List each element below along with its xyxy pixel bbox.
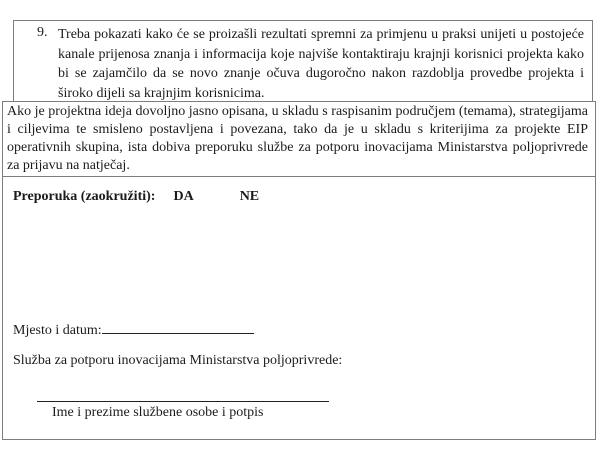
option-da[interactable]: DA — [173, 189, 194, 204]
recommendation-table — [2, 101, 596, 440]
signature-caption: Ime i prezime službene osobe i potpis — [52, 405, 264, 420]
place-date-line — [13, 318, 254, 339]
place-date-label: Mjesto i datum: — [13, 323, 102, 338]
conclusion-paragraph: Ako je projektna ideja dovoljno jasno opisana, u skladu s raspisanim područjem (temama), strategijama i ciljevima te smisleno postavljena i povezana, tako da je u skladu s kriterijima za projekte EIP operativnih skupina, ista dobiva preporuku službe za potporu inovacijama Ministarstva poljoprivrede za prijavu na natječaj. — [3, 102, 595, 177]
item-text: Treba pokazati kako će se proizašli rezultati spremni za primjenu u praksi unijeti u postojeće kanale prijenosa znanja i informacija koje najviše kontaktiraju krajnji korisnici projekta kako bi se zajamčilo da se novo znanje očuva dugoročno nakon razdoblja provedbe projekta i široko dijeli sa krajnjim korisnicima. — [58, 27, 584, 101]
item-number: 9. — [37, 25, 48, 40]
recommendation-section — [3, 177, 595, 439]
service-label: Služba za potporu inovacijama Ministarstva poljoprivrede: — [13, 353, 343, 368]
recommendation-label: Preporuka (zaokružiti): — [13, 189, 156, 204]
recommendation-line — [13, 189, 259, 205]
option-ne[interactable]: NE — [239, 189, 260, 204]
criteria-item-box — [13, 20, 593, 101]
signature-blank-field[interactable] — [37, 401, 329, 402]
place-date-blank-field[interactable] — [102, 318, 254, 334]
